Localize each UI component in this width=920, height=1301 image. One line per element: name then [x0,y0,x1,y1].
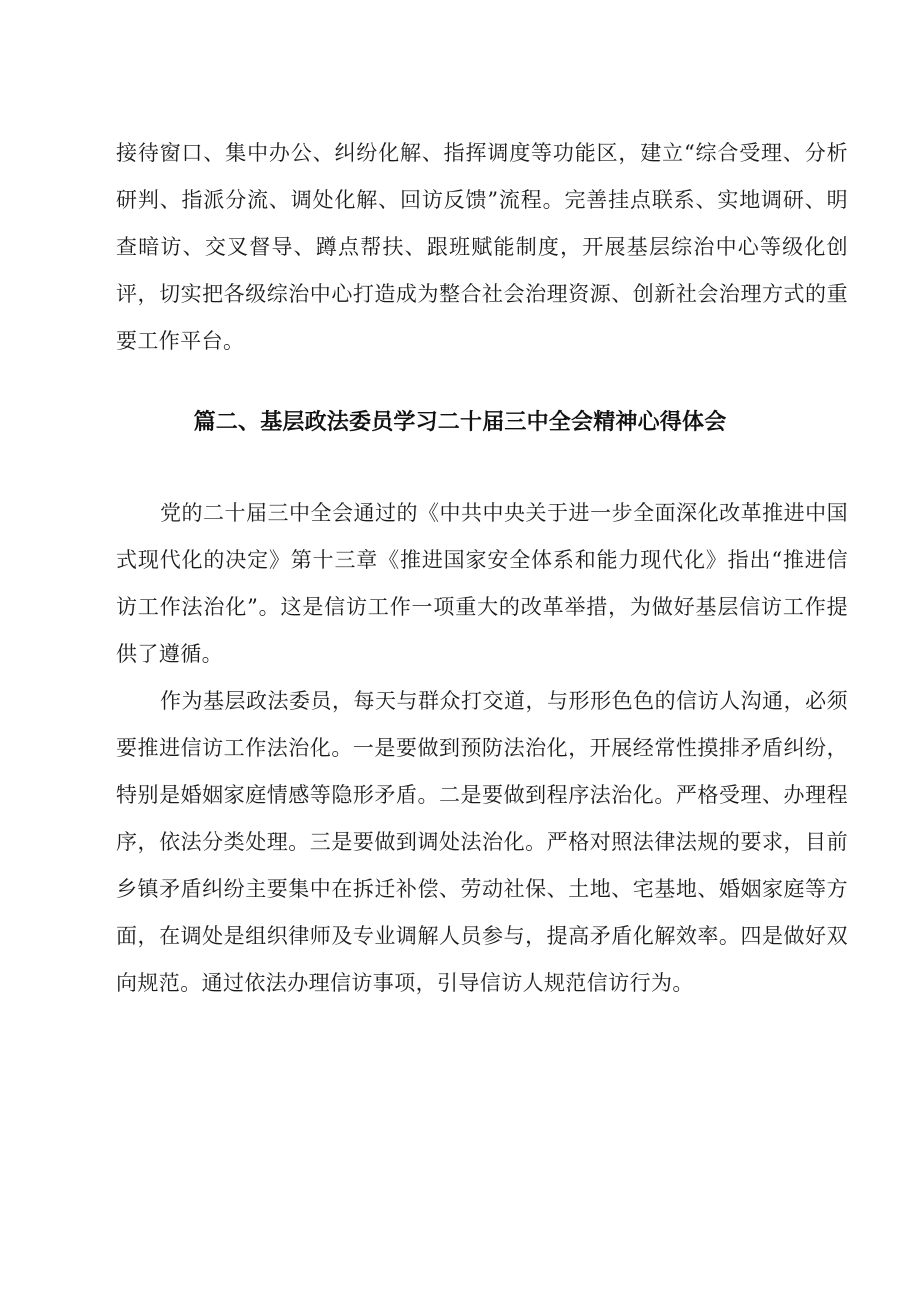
body-paragraph-2: 作为基层政法委员，每天与群众打交道，与形形色色的信访人沟通，必须要推进信访工作法治化。一是要做到预防法治化，开展经常性摸排矛盾纠纷，特别是婚姻家庭情感等隐形矛盾。二是要做到程序法治化。严格受理、办理程序，依法分类处理。三是要做到调处法治化。严格对照法律法规的要求，目前乡镇矛盾纠纷主要集中在拆迁补偿、劳动社保、土地、宅基地、婚姻家庭等方面，在调处是组织律师及专业调解人员参与，提高矛盾化解效率。四是做好双向规范。通过依法办理信访事项，引导信访人规范信访行为。 [116,689,848,995]
section-heading: 篇二、基层政法委员学习二十届三中全会精神心得体会 [193,410,727,435]
body-paragraph-1: 党的二十届三中全会通过的《中共中央关于进一步全面深化改革推进中国式现代化的决定》第十三章《推进国家安全体系和能力现代化》指出“推进信访工作法治化”。这是信访工作一项重大的改革举措，为做好基层信访工作提供了遵循。 [116,501,848,666]
continued-paragraph: 接待窗口、集中办公、纠纷化解、指挥调度等功能区，建立“综合受理、分析研判、指派分流、调处化解、回访反馈”流程。完善挂点联系、实地调研、明查暗访、交叉督导、蹲点帮扶、跟班赋能制度，开展基层综治中心等级化创评，切实把各级综治中心打造成为整合社会治理资源、创新社会治理方式的重要工作平台。 [116,141,848,353]
